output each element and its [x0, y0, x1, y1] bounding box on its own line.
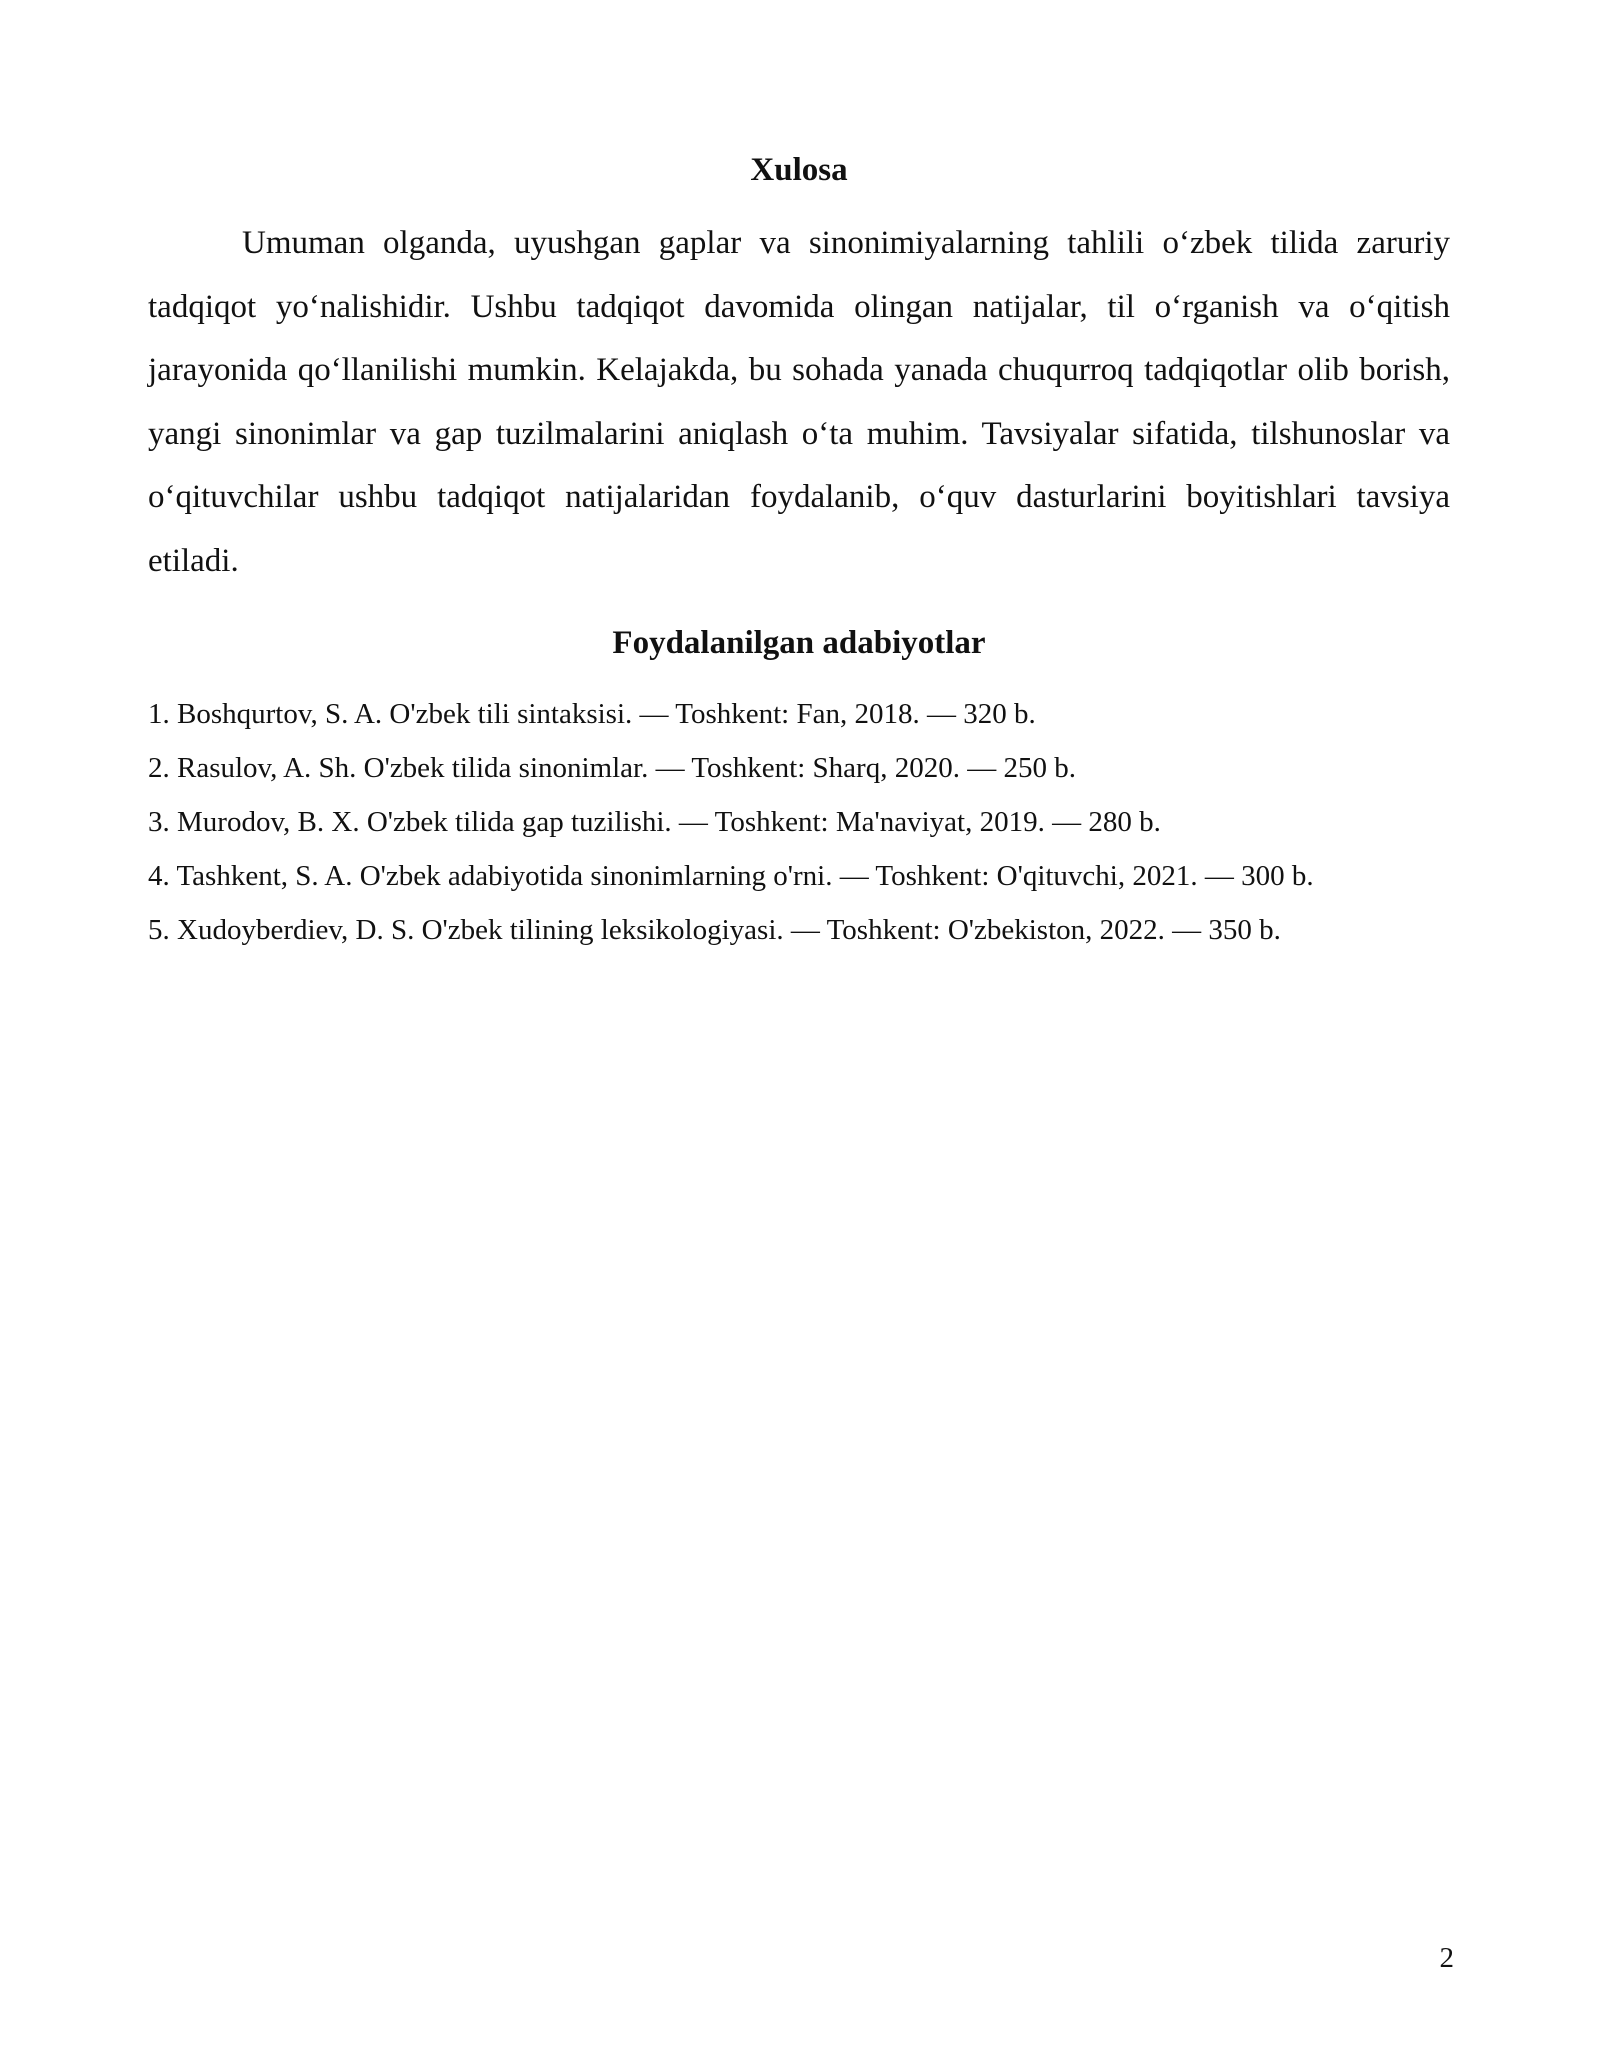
reference-item: 4. Tashkent, S. A. O'zbek adabiyotida sinonimlarning o'rni. — Toshkent: O'qituvchi, 2021. — 300 b. [148, 860, 1314, 892]
conclusion-paragraph: Umuman olganda, uyushgan gaplar va sinonimiyalarning tahlili o‘zbek tilida zaruriy tadqiqot yo‘nalishidir. Ushbu tadqiqot davomida olingan natijalar, til o‘rganish va o‘qitish jarayonida qo‘llanilishi mumkin. Kelajakda, bu sohada yanada chuqurroq tadqiqotlar olib borish, yangi sinonimlar va gap tuzilmalarini aniqlash o‘ta muhim. Tavsiyalar sifatida, tilshunoslar va o‘qituvchilar ushbu tadqiqot natijalaridan foydalanib, o‘quv dasturlarini boyitishlari tavsiya etiladi. [148, 225, 1450, 579]
references-heading: Foydalanilgan adabiyotlar [612, 625, 986, 661]
conclusion-heading: Xulosa [750, 152, 848, 188]
page-number: 2 [1439, 1942, 1454, 1974]
reference-item: 2. Rasulov, A. Sh. O'zbek tilida sinonimlar. — Toshkent: Sharq, 2020. — 250 b. [148, 752, 1076, 784]
reference-item: 3. Murodov, B. X. O'zbek tilida gap tuzilishi. — Toshkent: Ma'naviyat, 2019. — 280 b. [148, 806, 1161, 838]
references-list [148, 687, 1450, 957]
reference-item: 5. Xudoyberdiev, D. S. O'zbek tilining leksikologiyasi. — Toshkent: O'zbekiston, 2022. — 350 b. [148, 914, 1281, 946]
page-content [148, 148, 1450, 957]
reference-item: 1. Boshqurtov, S. A. O'zbek tili sintaksisi. — Toshkent: Fan, 2018. — 320 b. [148, 698, 1036, 730]
